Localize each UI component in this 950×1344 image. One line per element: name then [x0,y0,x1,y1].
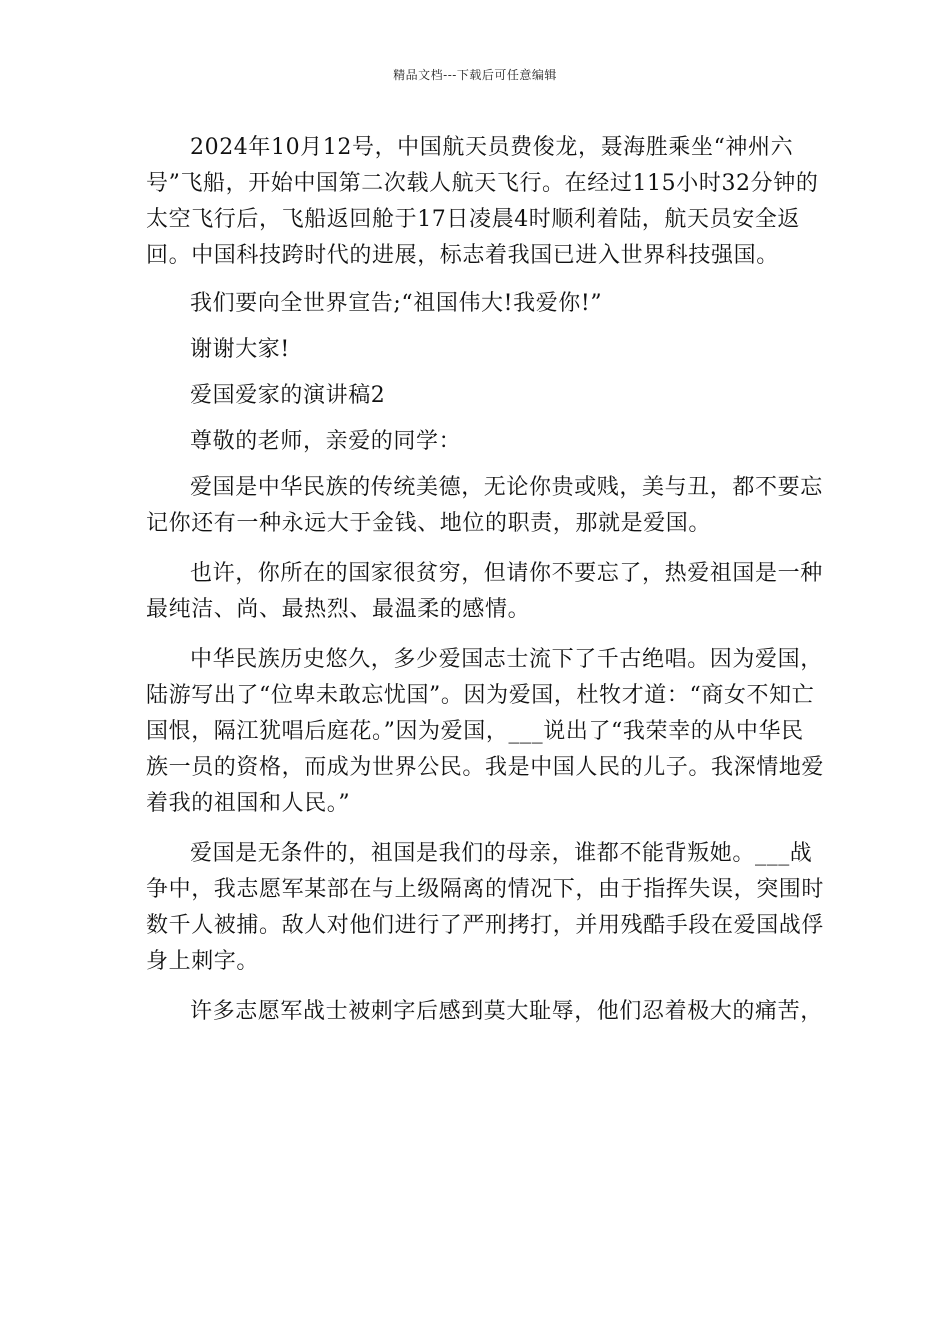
paragraph-volunteers: 许多志愿军战士被刺字后感到莫大耻辱，他们忍着极大的痛苦， [190,999,823,1024]
paragraph-poverty: 也许，你所在的国家很贫穷，但请你不要忘了，热爱祖国是一种最纯洁、尚、最热烈、最温柔的感情。 [146,561,823,622]
paragraph-salutation: 尊敬的老师，亲爱的同学： [190,429,462,454]
paragraph-declaration: 我们要向全世界宣告;“祖国伟大!我爱你!” [190,291,603,316]
page-header: 精品文档---下载后可任意编辑 [393,68,557,82]
paragraph-unconditional: 爱国是无条件的，祖国是我们的母亲，谁都不能背叛她。___战争中，我志愿军某部在与上级隔离的情况下，由于指挥失误，突围时数千人被捕。敌人对他们进行了严刑拷打，并用残酷手段在爱国战俘身上刺字。 [146,841,825,974]
speech-title: 爱国爱家的演讲稿2 [190,383,386,408]
paragraph-spaceflight: 2024年10月12号，中国航天员费俊龙，聂海胜乘坐“神州六号”飞船，开始中国第二次载人航天飞行。在经过115小时32分钟的太空飞行后，飞船返回舱于17日凌晨4时顺利着陆，航天员安全返回。中国科技跨时代的进展，标志着我国已进入世界科技强国。 [146,135,819,268]
paragraph-thanks: 谢谢大家! [190,337,290,362]
document-body [146,130,826,1030]
paragraph-history: 中华民族历史悠久，多少爱国志士流下了千古绝唱。因为爱国，陆游写出了“位卑未敢忘忧国”。因为爱国，杜牧才道：“商女不知亡国恨，隔江犹唱后庭花。”因为爱国，___说出了“我荣幸的从中华民族一员的资格，而成为世界公民。我是中国人民的儿子。我深情地爱着我的祖国和人民。” [146,647,825,816]
paragraph-virtue: 爱国是中华民族的传统美德，无论你贵或贱，美与丑，都不要忘记你还有一种永远大于金钱、地位的职责，那就是爱国。 [146,475,823,536]
